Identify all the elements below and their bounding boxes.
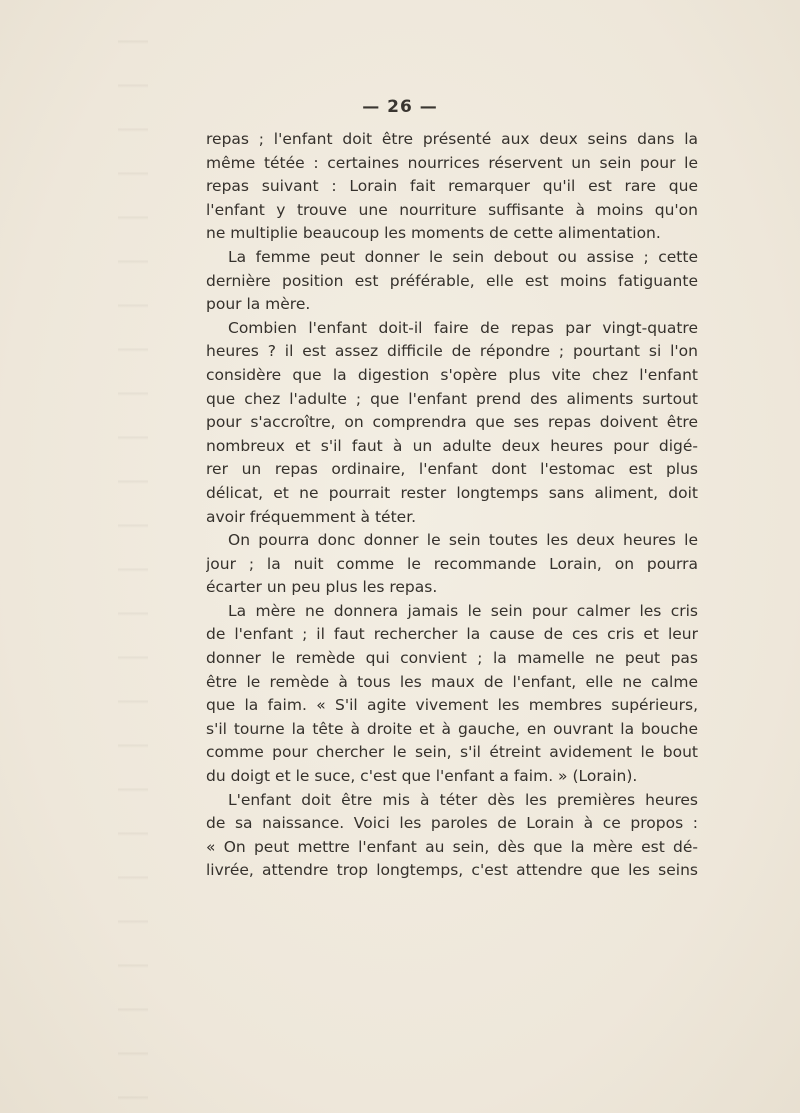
text-line: avoir fréquemment à téter.	[206, 507, 417, 526]
text-line: écarter un peu plus les repas.	[206, 578, 438, 597]
text-line: pour la mère.	[206, 295, 311, 314]
text-line: L'enfant doit être mis à téter dès les premières heures	[228, 790, 698, 809]
text-line: donner le remède qui convient ; la mamelle ne peut pas	[206, 649, 698, 668]
body-text	[206, 128, 698, 883]
text-line: de l'enfant ; il faut rechercher la cause de ces cris et leur	[206, 625, 698, 644]
text-line: nombreux et s'il faut à un adulte deux heures pour digé-	[206, 436, 698, 455]
text-line: Combien l'enfant doit-il faire de repas par vingt-quatre	[228, 318, 698, 337]
text-line: pour s'accroître, on comprendra que ses repas doivent être	[206, 413, 698, 432]
text-line: de sa naissance. Voici les paroles de Lorain à ce propos :	[206, 814, 698, 833]
text-line: comme pour chercher le sein, s'il étreint avidement le bout	[206, 743, 698, 762]
page-number: — 26 —	[362, 97, 438, 117]
text-line: même tétée : certaines nourrices réservent un sein pour le	[206, 153, 698, 172]
text-line: délicat, et ne pourrait rester longtemps sans aliment, doit	[206, 483, 698, 502]
text-line: que chez l'adulte ; que l'enfant prend des aliments surtout	[206, 389, 698, 408]
text-line: « On peut mettre l'enfant au sein, dès que la mère est dé-	[206, 837, 698, 856]
text-line: ne multiplie beaucoup les moments de cette alimentation.	[206, 224, 661, 243]
text-line: La mère ne donnera jamais le sein pour calmer les cris	[228, 601, 698, 620]
text-line: considère que la digestion s'opère plus vite chez l'enfant	[206, 365, 698, 384]
text-line: être le remède à tous les maux de l'enfant, elle ne calme	[206, 672, 698, 691]
text-line: On pourra donc donner le sein toutes les deux heures le	[228, 531, 698, 550]
text-line: que la faim. « S'il agite vivement les membres supérieurs,	[206, 696, 698, 715]
text-line: du doigt et le suce, c'est que l'enfant a faim. » (Lorain).	[206, 767, 638, 786]
text-line: La femme peut donner le sein debout ou assise ; cette	[228, 247, 698, 266]
text-line: heures ? il est assez difficile de répondre ; pourtant si l'on	[206, 342, 698, 361]
text-line: dernière position est préférable, elle est moins fatiguante	[206, 271, 698, 290]
gutter-shadow	[118, 0, 148, 1113]
text-line: repas ; l'enfant doit être présenté aux deux seins dans la	[206, 130, 698, 148]
text-line: l'enfant y trouve une nourriture suffisante à moins qu'on	[206, 200, 698, 219]
text-line: s'il tourne la tête à droite et à gauche, en ouvrant la bouche	[206, 719, 698, 738]
text-line: livrée, attendre trop longtemps, c'est attendre que les seins	[206, 861, 698, 880]
text-line: jour ; la nuit comme le recommande Lorain, on pourra	[206, 554, 698, 573]
text-line: repas suivant : Lorain fait remarquer qu'il est rare que	[206, 177, 698, 196]
text-line: rer un repas ordinaire, l'enfant dont l'estomac est plus	[206, 460, 698, 479]
